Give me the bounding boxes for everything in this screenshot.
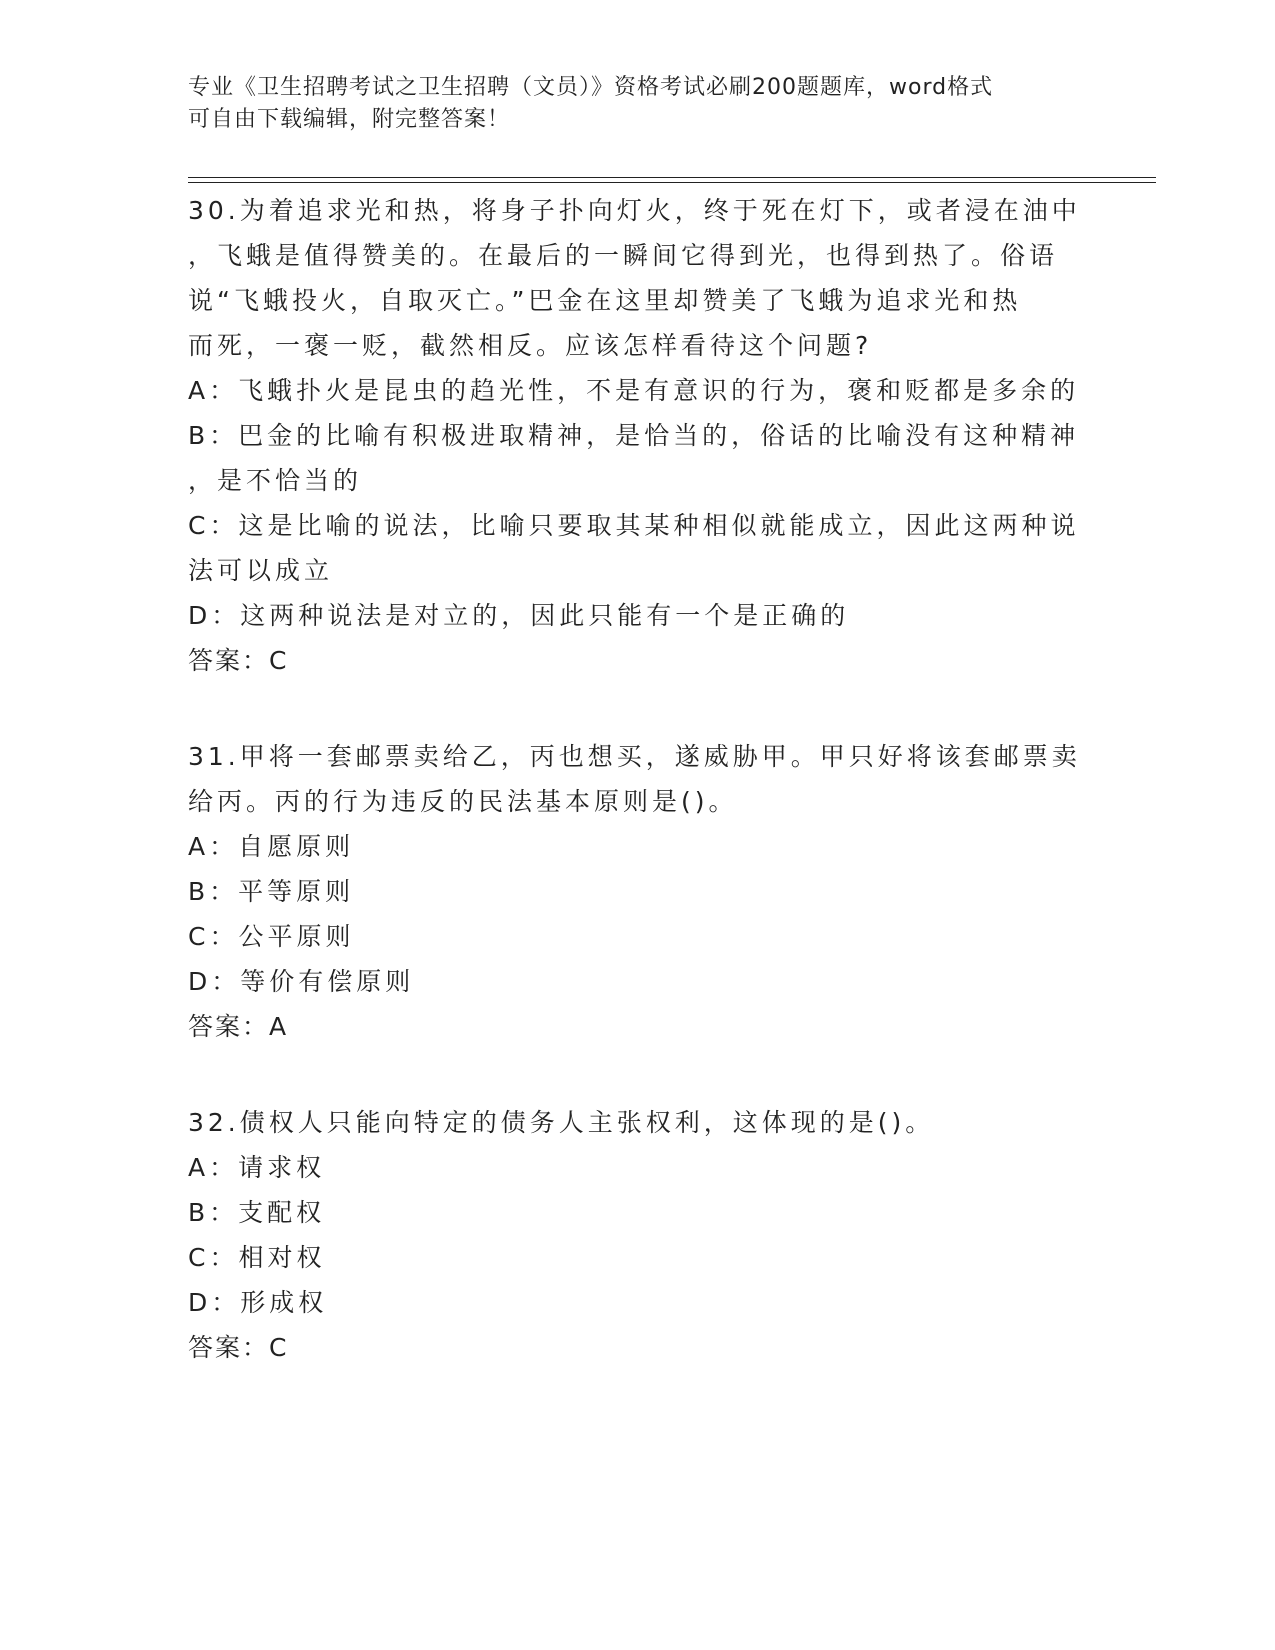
option-a: A：自愿原则 — [188, 832, 355, 861]
question-stem-line: ，飞蛾是值得赞美的。在最后的一瞬间它得到光，也得到热了。俗语 — [188, 241, 1059, 270]
option-c: C：公平原则 — [188, 922, 355, 951]
option-c-continued: 法可以成立 — [188, 556, 334, 585]
header-divider-top — [188, 177, 1156, 178]
option-a: A：请求权 — [188, 1153, 326, 1182]
option-a: A：飞蛾扑火是昆虫的趋光性，不是有意识的行为，褒和贬都是多余的 — [188, 376, 1080, 405]
option-b-continued: ，是不恰当的 — [188, 466, 363, 495]
option-b: B：支配权 — [188, 1198, 326, 1227]
answer-label: 答案：C — [188, 1333, 289, 1362]
document-header — [188, 72, 1068, 136]
question-stem-line: 32.债权人只能向特定的债务人主张权利，这体现的是()。 — [188, 1108, 935, 1137]
option-d: D：等价有偿原则 — [188, 967, 415, 996]
option-d: D：这两种说法是对立的，因此只能有一个是正确的 — [188, 601, 850, 630]
header-divider-bottom — [188, 182, 1156, 183]
question-stem-line: 给丙。丙的行为违反的民法基本原则是()。 — [188, 787, 738, 816]
option-b: B：巴金的比喻有积极进取精神，是恰当的，俗话的比喻没有这种精神 — [188, 421, 1080, 450]
question-stem-line: 30.为着追求光和热，将身子扑向灯火，终于死在灯下，或者浸在油中 — [188, 196, 1081, 225]
header-line-1: 专业《卫生招聘考试之卫生招聘（文员）》资格考试必刷200题题库，word格式 — [188, 75, 994, 100]
question-32 — [188, 1100, 1088, 1370]
header-line-2: 可自由下载编辑，附完整答案！ — [188, 107, 511, 132]
answer-label: 答案：C — [188, 646, 289, 675]
question-stem-line: 而死，一褒一贬，截然相反。应该怎样看待这个问题? — [188, 331, 873, 360]
question-stem-line: 31.甲将一套邮票卖给乙，丙也想买，遂威胁甲。甲只好将该套邮票卖 — [188, 742, 1081, 771]
option-d: D：形成权 — [188, 1288, 328, 1317]
question-31 — [188, 734, 1088, 1049]
option-c: C：相对权 — [188, 1243, 326, 1272]
question-30 — [188, 188, 1088, 683]
answer-label: 答案：A — [188, 1012, 289, 1041]
question-stem-line: 说“飞蛾投火，自取灭亡。”巴金在这里却赞美了飞蛾为追求光和热 — [188, 286, 1022, 315]
option-b: B：平等原则 — [188, 877, 355, 906]
option-c: C：这是比喻的说法，比喻只要取其某种相似就能成立，因此这两种说 — [188, 511, 1080, 540]
